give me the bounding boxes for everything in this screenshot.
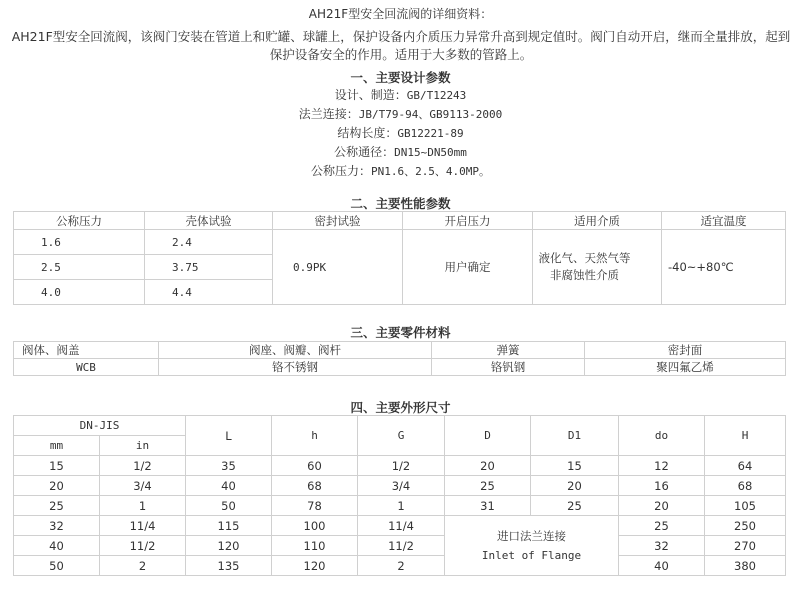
section3-heading: 三、主要零件材料 (350, 325, 451, 340)
table-cell: 3/4 (358, 476, 445, 496)
header-cell: 壳体试验 (145, 212, 273, 230)
table-cell: 2 (100, 556, 186, 576)
table-cell: 50 (186, 496, 272, 516)
header-cell: L (186, 416, 272, 456)
table-cell: 105 (705, 496, 786, 516)
table-cell: 11/2 (100, 536, 186, 556)
table-cell: 15 (531, 456, 619, 476)
header-cell: 密封试验 (273, 212, 403, 230)
section2-heading: 二、主要性能参数 (350, 196, 451, 211)
performance-table (13, 211, 786, 305)
table-cell: 16 (619, 476, 705, 496)
param-line: 法兰连接：JB/T79-94、GB9113-2000 (298, 107, 503, 121)
table-cell: 25 (531, 496, 619, 516)
table-cell: 78 (272, 496, 358, 516)
table-cell: 2 (358, 556, 445, 576)
table-cell: 68 (272, 476, 358, 496)
header-cell: 适用介质 (533, 212, 662, 230)
table-cell: 4.0 (14, 280, 145, 305)
table-cell: 20 (531, 476, 619, 496)
table-cell: 20 (619, 496, 705, 516)
table-cell: 120 (186, 536, 272, 556)
table-cell: 270 (705, 536, 786, 556)
materials-table (13, 341, 786, 376)
table-cell: 40 (619, 556, 705, 576)
table-cell: 40 (186, 476, 272, 496)
table-cell: 120 (272, 556, 358, 576)
table-cell: 60 (272, 456, 358, 476)
table-cell: 25 (619, 516, 705, 536)
table-cell: 20 (14, 476, 100, 496)
table-cell: 25 (445, 476, 531, 496)
page-title: AH21F型安全回流阀的详细资料： (308, 7, 493, 21)
table-cell: 25 (14, 496, 100, 516)
header-cell: G (358, 416, 445, 456)
table-cell: 135 (186, 556, 272, 576)
table-cell: 32 (619, 536, 705, 556)
table-cell: 50 (14, 556, 100, 576)
table-cell: 3.75 (145, 255, 273, 280)
seal-test-cell: 0.9PK (273, 230, 403, 305)
header-cell: D1 (531, 416, 619, 456)
table-cell: 2.5 (14, 255, 145, 280)
table-cell: 铬钒钢 (432, 359, 585, 376)
table-cell: 1/2 (100, 456, 186, 476)
table-cell: 1/2 (358, 456, 445, 476)
header-cell: 公称压力 (14, 212, 145, 230)
param-line: 公称通径：DN15~DN50mm (334, 145, 467, 159)
header-cell: H (705, 416, 786, 456)
header-cell: 适宜温度 (662, 212, 786, 230)
table-cell: 11/2 (358, 536, 445, 556)
table-cell: 100 (272, 516, 358, 536)
flange-note-en: Inlet of Flange (481, 548, 582, 562)
table-cell: 110 (272, 536, 358, 556)
header-cell: do (619, 416, 705, 456)
table-cell: 1.6 (14, 230, 145, 255)
table-cell: 11/4 (100, 516, 186, 536)
table-cell: 12 (619, 456, 705, 476)
table-cell: 铬不锈钢 (159, 359, 432, 376)
header-cell: 密封面 (585, 342, 786, 359)
param-line: 设计、制造：GB/T12243 (334, 88, 467, 102)
table-cell: 4.4 (145, 280, 273, 305)
in-header: in (100, 436, 186, 456)
table-cell: 11/4 (358, 516, 445, 536)
table-cell: 250 (705, 516, 786, 536)
table-cell: 3/4 (100, 476, 186, 496)
table-cell: 聚四氟乙烯 (585, 359, 786, 376)
table-cell: WCB (14, 359, 159, 376)
header-cell: D (445, 416, 531, 456)
header-cell: 阀体、阀盖 (14, 342, 159, 359)
header-cell: 开启压力 (403, 212, 533, 230)
dn-jis-header: DN-JIS (14, 416, 186, 436)
table-cell: 35 (186, 456, 272, 476)
section1-heading: 一、主要设计参数 (350, 70, 451, 85)
table-cell: 32 (14, 516, 100, 536)
table-cell: 15 (14, 456, 100, 476)
table-cell: 115 (186, 516, 272, 536)
table-cell: 64 (705, 456, 786, 476)
table-cell: 40 (14, 536, 100, 556)
intro-paragraph: AH21F型安全回流阀，该阀门安装在管道上和贮罐、球罐上，保护设备内介质压力异常升高到规定值时。阀门自动开启，继而全量排放，起到保护设备安全的作用。适用于大多数的管路上。 (11, 29, 791, 62)
table-cell: 1 (100, 496, 186, 516)
table-cell: 68 (705, 476, 786, 496)
header-cell: 阀座、阀瓣、阀杆 (159, 342, 432, 359)
medium-cell: 液化气、天然气等非腐蚀性介质 (533, 230, 662, 305)
header-cell: h (272, 416, 358, 456)
flange-note-cn: 进口法兰连接 (497, 528, 566, 543)
param-line: 结构长度：GB12221-89 (337, 126, 464, 140)
mm-header: mm (14, 436, 100, 456)
flange-note-cell (445, 516, 619, 576)
param-line: 公称压力：PN1.6、2.5、4.0MP。 (310, 164, 491, 178)
open-pressure-cell: 用户确定 (403, 230, 533, 305)
design-params (0, 86, 801, 181)
section4-heading: 四、主要外形尺寸 (350, 400, 451, 415)
temperature-cell: -40~+80℃ (662, 230, 786, 305)
table-cell: 20 (445, 456, 531, 476)
dimensions-table (13, 415, 786, 576)
table-cell: 31 (445, 496, 531, 516)
table-cell: 380 (705, 556, 786, 576)
header-cell: 弹簧 (432, 342, 585, 359)
table-cell: 1 (358, 496, 445, 516)
table-cell: 2.4 (145, 230, 273, 255)
